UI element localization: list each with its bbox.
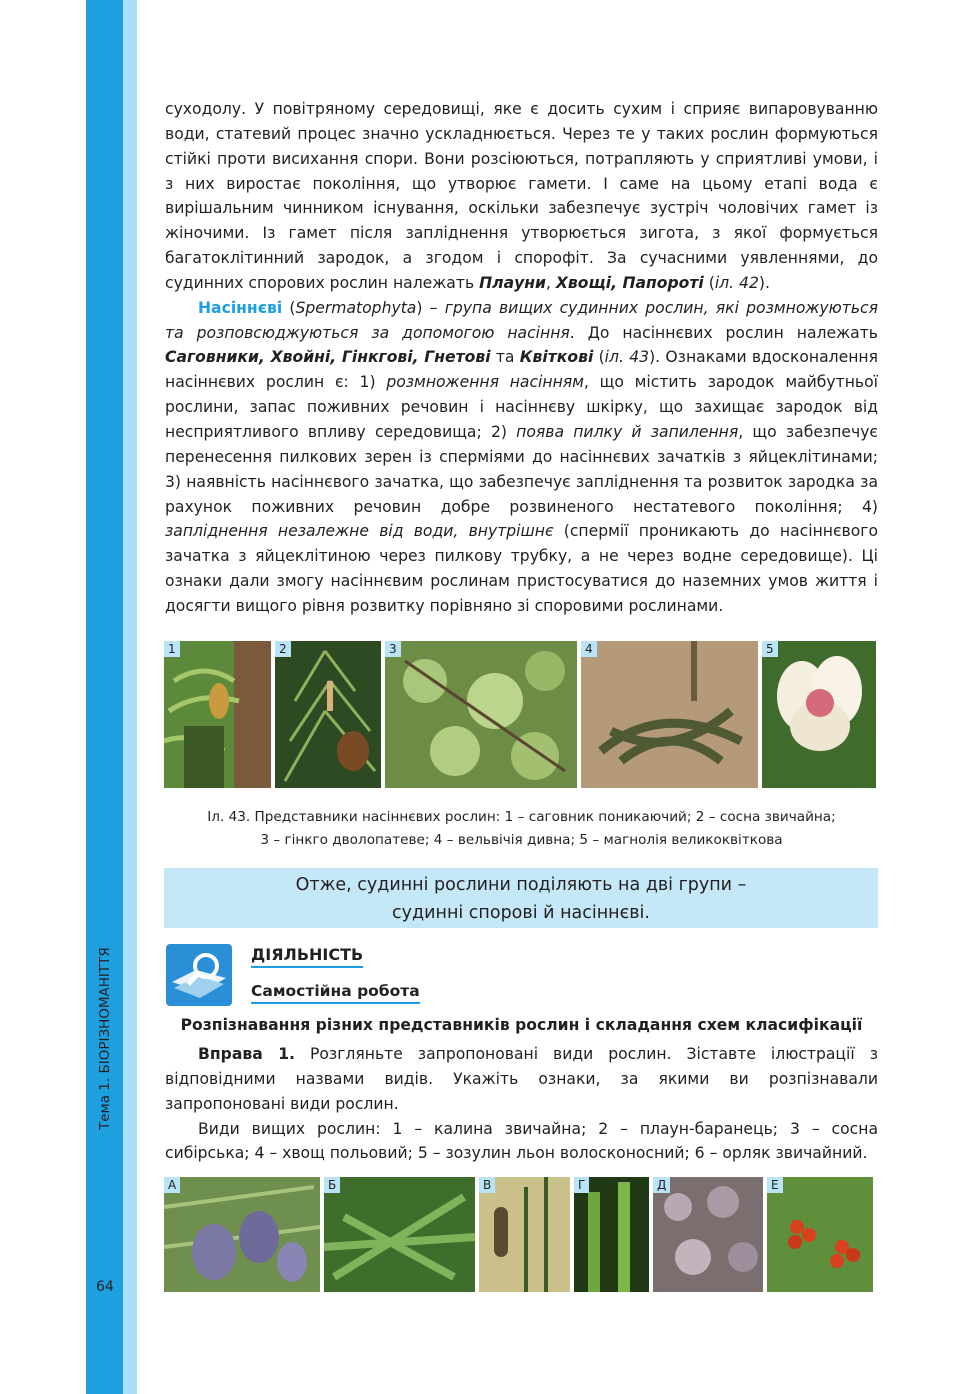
side-bar-light xyxy=(123,0,137,1394)
photo-label: 1 xyxy=(164,641,180,657)
photo-label: Г xyxy=(574,1177,589,1193)
photo-label: Б xyxy=(324,1177,340,1193)
paragraph-1: суходолу. У повітряному середовищі, яке є досить сухим і сприяє випаровуванню води, статевий процес значно ускладнюється. Через те у таких рослин формуються стійкі проти висихання спори. Вони розсіюються, потрапляють у сприятливі умови, і з них виростає покоління, що утворює гамети. І саме на цьому етапі вода є вирішальним чинником існування, оскільки забезпечує зустріч чоловічих гамет із жіночими. Із гамет після запліднення утворюється зигота, з якої формується багатоклітинний зародок, а згодом і спорофіт. За сучасними уявленнями, до судинних спорових рослин належать Плауни, Хвощі, Папороті (іл. 42). xyxy=(165,100,878,292)
paragraph-2: Насіннєві (Spermatophyta) – група вищих судинних рослин, які розмножуються та розповсюджуються за допомогою насіння. До насіннєвих рослин належать Саговники, Хвойні, Гінкгові, Гнетові та Квіткові (іл. 43). Ознаками вдосконалення насіннєвих рослин є: 1) розмноження насінням, що містить зародок майбутньої рослини, запас поживних речовин і насіннєву шкірку, що захищає зародок від несприятливого впливу середовища; 2) поява пилку й запилення, що забезпечує перенесення пилкових зерен із сперміями до насіннєвих зачатків з яйцеклітинами; 3) наявність насіннєвого зачатка, що забезпечує запліднення та розвиток зародка за рахунок поживних речовин добре розвиненого нестатевого покоління; 4) запліднення незалежне від води, внутрішнє (спермії проникають до насіннєвого зачатка з яйцеклітиною через пилкову трубку, а не через водне середовище). Ці ознаки дали змогу насіннєвим рослинам пристосуватися до наземних умов життя і досягти вищого рівня розвитку порівняно зі споровими рослинами. xyxy=(165,298,878,615)
photo-magnolia xyxy=(762,641,876,788)
task-title: Розпізнавання різних представників рослин і складання схем класифікації xyxy=(180,1016,863,1034)
photo-label: А xyxy=(164,1177,180,1193)
chapter-title: Тема 1. БІОРІЗНОМАНІТТЯ xyxy=(97,947,113,1130)
photo-d xyxy=(653,1177,763,1292)
hair-moss-image xyxy=(653,1177,763,1292)
figure-43-photos xyxy=(164,641,876,788)
photo-v xyxy=(479,1177,570,1292)
viburnum-image xyxy=(767,1177,873,1292)
photo-g xyxy=(574,1177,649,1292)
photo-label: 4 xyxy=(581,641,597,657)
photo-cycad xyxy=(164,641,271,788)
exercise-photos xyxy=(164,1177,873,1292)
body-text-top xyxy=(165,97,878,619)
bracken-image xyxy=(324,1177,475,1292)
figure-43-caption: Іл. 43. Представники насіннєвих рослин: 1 – саговник поникаючий; 2 – сосна звичайна; 3 – гінкго дволопатеве; 4 – вельвічія дивна; 5 – магнолія великоквіткова xyxy=(207,809,836,848)
clubmoss-image xyxy=(574,1177,649,1292)
photo-welwitschia xyxy=(581,641,758,788)
photo-label: В xyxy=(479,1177,495,1193)
photo-label: 3 xyxy=(385,641,401,657)
activity-heading: ДІЯЛЬНІСТЬ xyxy=(251,945,363,968)
photo-b xyxy=(324,1177,475,1292)
pine-image xyxy=(275,641,381,788)
photo-label: 5 xyxy=(762,641,778,657)
page-number: 64 xyxy=(96,1279,114,1295)
species-paragraph: Види вищих рослин: 1 – калина звичайна; 2 – плаун-баранець; 3 – сосна сибірська; 4 – хвощ польовий; 5 – зозулин льон волосконосний; 6 – орляк звичайний. xyxy=(165,1119,878,1163)
siberian-pine-image xyxy=(164,1177,320,1292)
side-bar xyxy=(86,0,123,1394)
photo-label: 2 xyxy=(275,641,291,657)
photo-ginkgo xyxy=(385,641,577,788)
horsetail-image xyxy=(479,1177,570,1292)
photo-label: Д xyxy=(653,1177,670,1193)
photo-a xyxy=(164,1177,320,1292)
photo-pine xyxy=(275,641,381,788)
photo-e xyxy=(767,1177,873,1292)
term-seed-plants: Насіннєві xyxy=(198,298,283,317)
cycad-image xyxy=(164,641,271,788)
activity-magnifier-icon xyxy=(166,944,232,1006)
activity-subheading: Самостійна робота xyxy=(251,982,420,1004)
exercise-paragraph: Вправа 1. Розгляньте запропоновані види рослин. Зіставте ілюстрації з відповідними назвами видів. Укажіть ознаки, за якими ви розпізнавали запропоновані види рослин. xyxy=(165,1045,878,1113)
photo-label: Е xyxy=(767,1177,783,1193)
summary-box: Отже, судинні рослини поділяють на дві групи – судинні спорові й насіннєві. xyxy=(164,868,878,928)
ginkgo-image xyxy=(385,641,577,788)
magnolia-image xyxy=(762,641,876,788)
exercise-text xyxy=(165,1042,878,1166)
welwitschia-image xyxy=(581,641,758,788)
